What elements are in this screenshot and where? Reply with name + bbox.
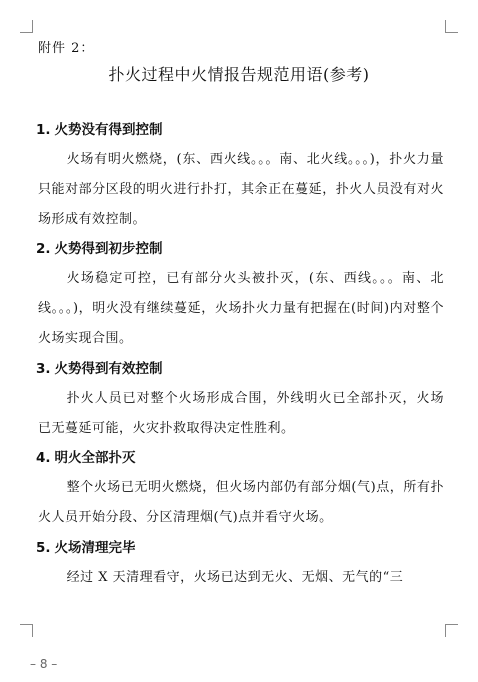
- section-heading: [36, 119, 444, 141]
- section-heading: [36, 537, 444, 559]
- section-heading-text: 火场清理完毕: [54, 539, 136, 556]
- page-title: 扑火过程中火情报告规范用语(参考): [108, 65, 370, 84]
- section-2: [36, 238, 444, 353]
- section-body: 扑火人员已对整个火场形成合围，外线明火已全部扑灭，火场已无蔓延可能，火灾扑救取得决定性胜利。: [38, 390, 444, 436]
- section-number: 1.: [36, 122, 51, 138]
- section-body: 经过 X 天清理看守，火场已达到无火、无烟、无气的“三: [66, 569, 404, 585]
- section-heading-text: 火势得到初步控制: [54, 241, 163, 258]
- section-heading-text: 明火全部扑灭: [54, 450, 136, 467]
- section-heading: [36, 238, 444, 260]
- section-heading: [36, 447, 444, 469]
- crop-mark-top-right: [445, 20, 458, 33]
- crop-mark-bottom-left: [20, 624, 33, 637]
- section-body: 火场稳定可控，已有部分火头被扑灭，(东、西线。。。南、北线。。。)，明火没有继续蔓延，火场扑火力量有把握在(时间)内对整个火场实现合围。: [38, 271, 444, 346]
- section-4: [36, 447, 444, 533]
- section-body: 火场有明火燃烧，(东、西火线。。。南、北火线。。。)，扑火力量只能对部分区段的明火进行扑打，其余正在蔓延，扑火人员没有对火场形成有效控制。: [38, 152, 444, 227]
- crop-mark-top-left: [20, 20, 33, 33]
- section-number: 4.: [36, 450, 51, 467]
- document-body: [36, 119, 444, 597]
- page-number: – 8 –: [30, 657, 58, 671]
- section-number: 3.: [36, 360, 51, 377]
- crop-mark-bottom-right: [445, 624, 458, 637]
- section-heading-text: 火势得到有效控制: [54, 360, 163, 377]
- attachment-label: 附件 2：: [38, 41, 95, 56]
- section-number: 2.: [36, 241, 51, 258]
- section-heading: [36, 358, 444, 380]
- section-1: [36, 119, 444, 234]
- section-body: 整个火场已无明火燃烧，但火场内部仍有部分烟(气)点，所有扑火人员开始分段、分区清理烟(气)点并看守火场。: [38, 480, 444, 526]
- section-number: 5.: [36, 539, 51, 556]
- section-heading-text: 火势没有得到控制: [54, 122, 163, 138]
- section-5: [36, 537, 444, 593]
- section-3: [36, 358, 444, 444]
